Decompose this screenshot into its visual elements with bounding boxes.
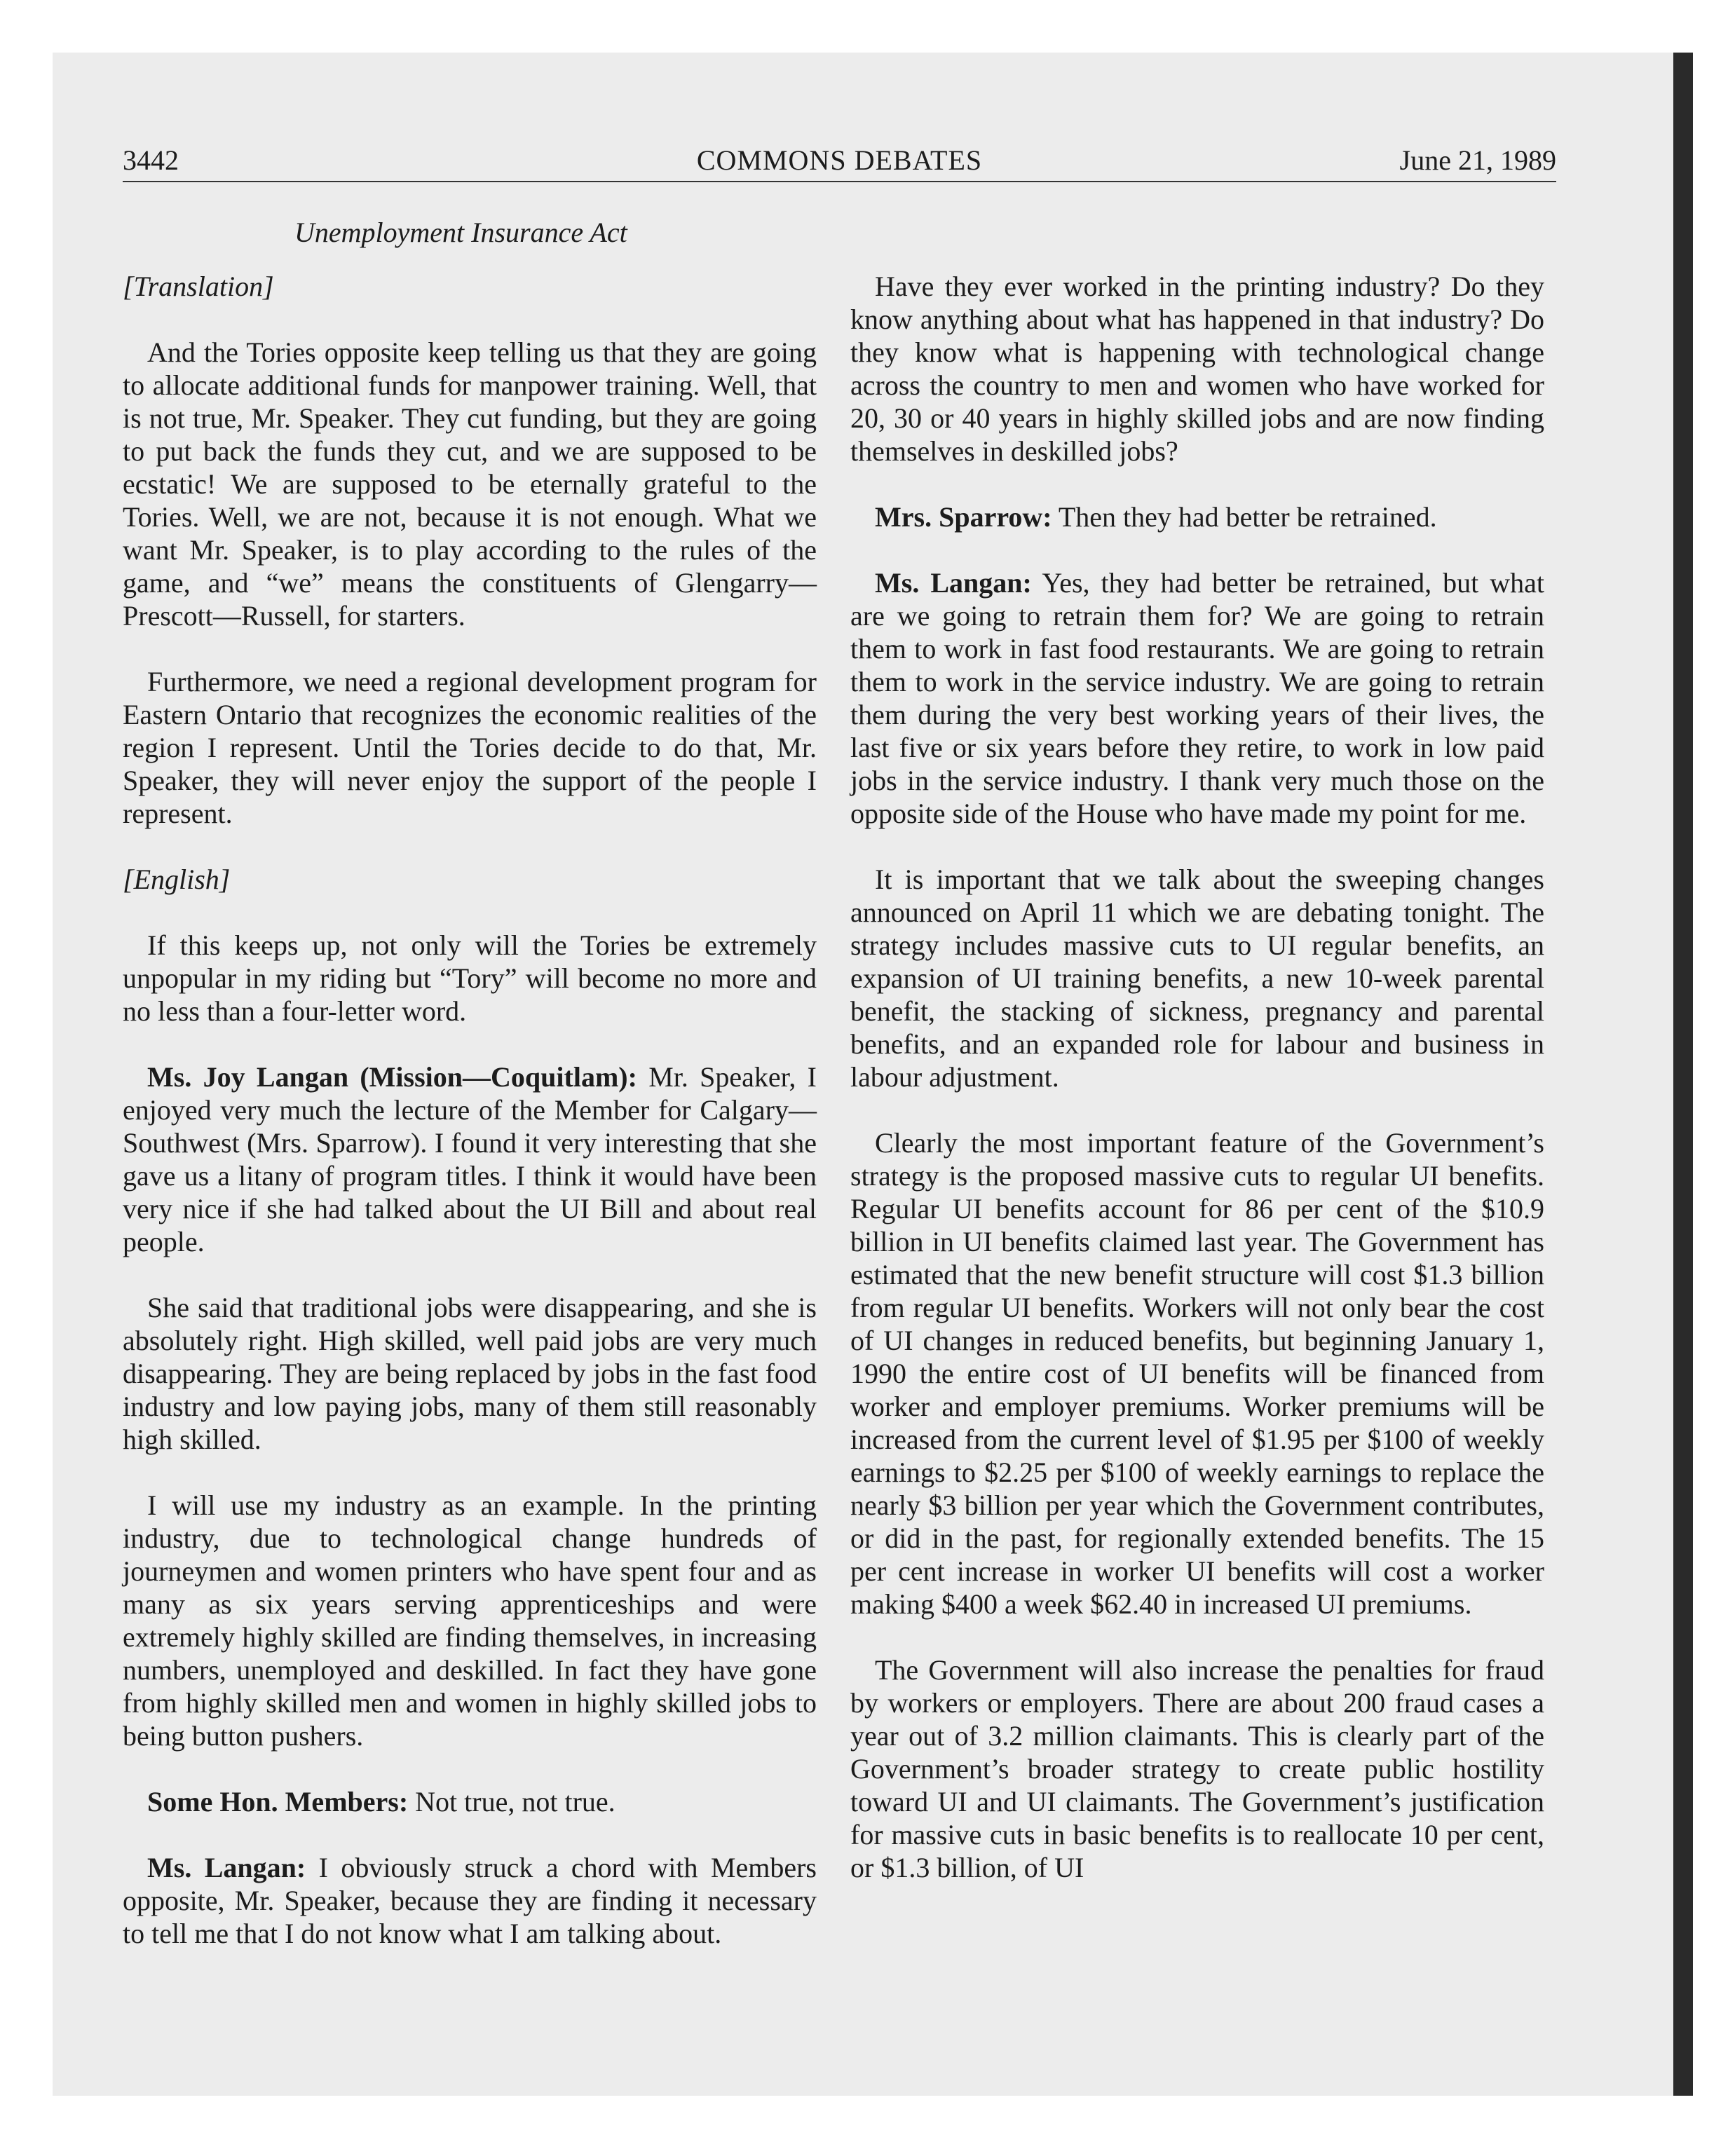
- speech-text: Not true, not true.: [408, 1786, 615, 1817]
- header-rule: [123, 181, 1556, 182]
- running-head: Unemployment Insurance Act: [294, 217, 627, 248]
- speech-text: I obviously struck a chord with Members opposite, Mr. Speaker, because they are finding it necessary to tell me that I do not know what I am talking about.: [123, 1852, 817, 1949]
- paragraph: If this keeps up, not only will the Tories be extremely unpopular in my riding but “Tory” will become no more and no less than a four-letter word.: [123, 929, 817, 1027]
- publication-date: June 21, 1989: [1399, 144, 1556, 176]
- speaker-name: Ms. Joy Langan (Mission—Coquitlam):: [147, 1061, 637, 1093]
- paragraph: Furthermore, we need a regional development program for Eastern Ontario that recognizes the economic realities of the region I represent. Until the Tories decide to do that, Mr. Speaker, they will never enjoy the support of the people I represent.: [123, 666, 817, 829]
- speaker-name: Some Hon. Members:: [147, 1786, 409, 1817]
- right-column: [850, 270, 1544, 1917]
- speaker-name: Mrs. Sparrow:: [875, 501, 1052, 533]
- paragraph: And the Tories opposite keep telling us that they are going to allocate additional funds for manpower training. Well, that is not true, Mr. Speaker. They cut funding, but they are going to put back the funds they cut, and we are supposed to be ecstatic! We are supposed to be eternally grateful to the Tories. Well, we are not, because it is not enough. What we want Mr. Speaker, is to play according to the rules of the game, and “we” means the constituents of Glengarry—Prescott—Russell, for starters.: [123, 336, 817, 632]
- speech-text: Mr. Speaker, I enjoyed very much the lecture of the Member for Calgary—Southwest (Mrs. Sparrow). I found it very interesting that she gave us a litany of program titles. I think it would have been very nice if she had talked about the UI Bill and about real people.: [123, 1061, 817, 1257]
- paragraph: She said that traditional jobs were disappearing, and she is absolutely right. High skilled, well paid jobs are very much disappearing. They are being replaced by jobs in the fast food industry and low paying jobs, many of them still reasonably high skilled.: [123, 1292, 817, 1455]
- speech-paragraph: [850, 500, 1544, 533]
- paragraph: I will use my industry as an example. In the printing industry, due to technological change hundreds of journeymen and women printers who have spent four and as many as six years serving apprenticeships and were extremely highly skilled are finding themselves, in increasing numbers, unemployed and deskilled. In fact they have gone from highly skilled men and women in highly skilled jobs to being button pushers.: [123, 1489, 817, 1752]
- translation-tag: [Translation]: [123, 271, 274, 302]
- left-column: [123, 270, 817, 1983]
- publication-title: COMMONS DEBATES: [696, 144, 983, 176]
- speech-paragraph: [123, 1785, 817, 1818]
- paragraph: The Government will also increase the penalties for fraud by workers or employers. There are about 200 fraud cases a year out of 3.2 million claimants. This is clearly part of the Government’s broader strategy to create public hostility toward UI and UI claimants. The Government’s justification for massive cuts in basic benefits is to reallocate 10 per cent, or $1.3 billion, of UI: [850, 1654, 1544, 1883]
- paragraph: Have they ever worked in the printing industry? Do they know anything about what has happened in that industry? Do they know what is happening with technological change across the country to men and women who have worked for 20, 30 or 40 years in highly skilled jobs and are now finding themselves in deskilled jobs?: [850, 271, 1544, 467]
- speech-text: Yes, they had better be retrained, but what are we going to retrain them for? We are going to retrain them to work in fast food restaurants. We are going to retrain them to work in the service industry. We are going to retrain them during the very best working years of their lives, the last five or six years before they retire, to work in low paid jobs in the service industry. I thank very much those on the opposite side of the House who have made my point for me.: [850, 567, 1545, 829]
- speech-paragraph: [850, 566, 1544, 830]
- english-tag: [English]: [123, 864, 231, 895]
- paragraph: It is important that we talk about the sweeping changes announced on April 11 which we are debating tonight. The strategy includes massive cuts to UI regular benefits, an expansion of UI training benefits, a new 10-week parental benefit, the stacking of sickness, pregnancy and parental benefits, and an expanded role for labour and business in labour adjustment.: [850, 864, 1544, 1093]
- speaker-name: Ms. Langan:: [147, 1852, 306, 1883]
- paragraph: Clearly the most important feature of the Government’s strategy is the proposed massive cuts to regular UI benefits. Regular UI benefits account for 86 per cent of the $10.9 billion in UI benefits claimed last year. The Government has estimated that the new benefit structure will cost $1.3 billion from regular UI benefits. Workers will not only bear the cost of UI changes in reduced benefits, but beginning January 1, 1990 the entire cost of UI benefits will be financed from worker and employer premiums. Worker premiums will be increased from the current level of $1.95 per $100 of weekly earnings to $2.25 per $100 of weekly earnings to replace the nearly $3 billion per year which the Government contributes, or did in the past, for regionally extended benefits. The 15 per cent increase in worker UI benefits will cost a worker making $400 a week $62.40 in increased UI premiums.: [850, 1127, 1544, 1620]
- speech-paragraph: [123, 1060, 817, 1258]
- speaker-name: Ms. Langan:: [875, 567, 1032, 599]
- page-header: [123, 144, 1556, 186]
- speech-text: Then they had better be retrained.: [1052, 501, 1437, 533]
- scan-edge-shadow: [1673, 53, 1693, 2096]
- page-number: 3442: [123, 144, 179, 176]
- speech-paragraph: [123, 1851, 817, 1950]
